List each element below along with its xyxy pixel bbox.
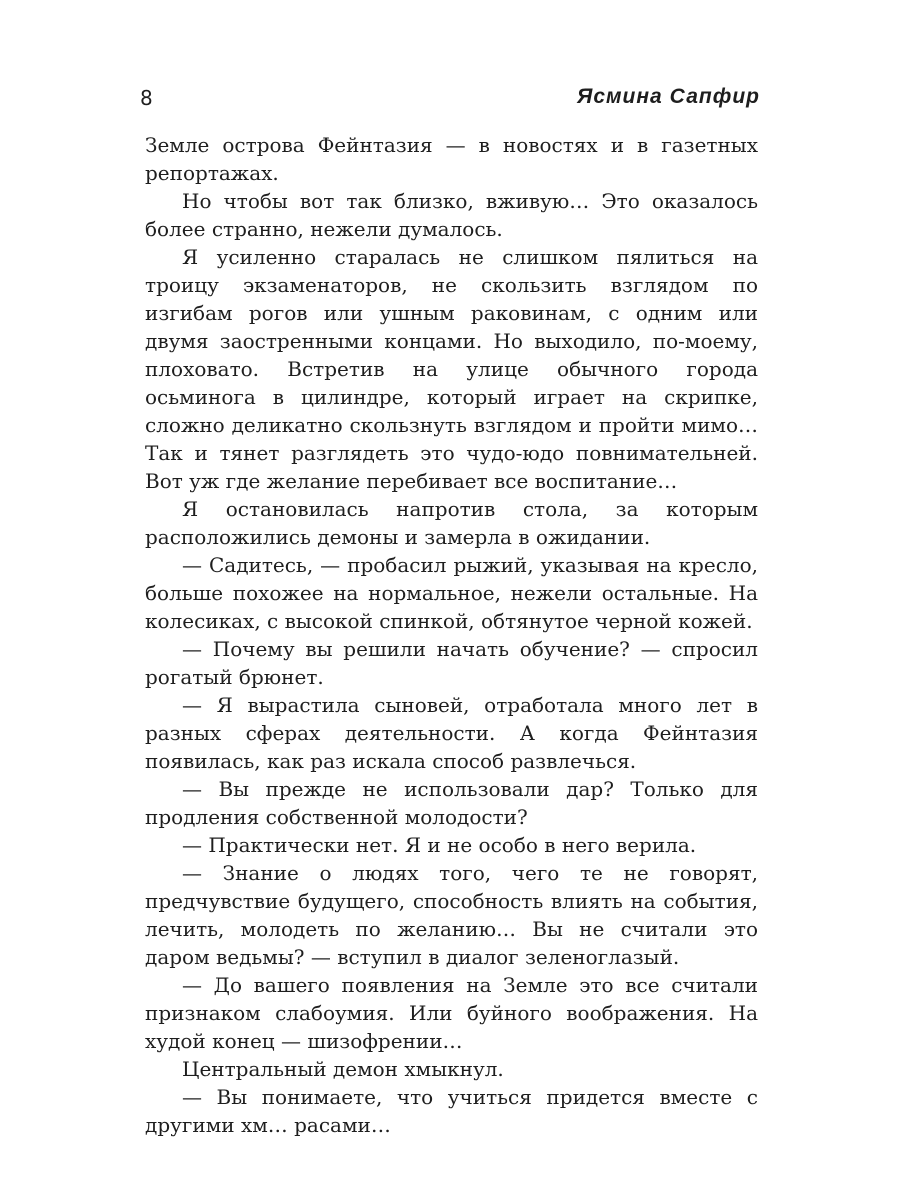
paragraph: — Знание о людях того, чего те не говорят, предчувствие будущего, способность влиять на события, лечить, молодеть по желанию… Вы не считали это даром ведьмы? — вступил в диалог зеленоглазый. [145, 861, 758, 969]
body-text [145, 131, 758, 1139]
running-head-author: Ясмина Сапфир [577, 85, 760, 108]
paragraph: — Я вырастила сыновей, отработала много лет в разных сферах деятельности. А когда Фейнтазия появилась, как раз искала способ развлечься. [145, 693, 758, 773]
paragraph: Я остановилась напротив стола, за которым расположились демоны и замерла в ожидании. [145, 497, 758, 549]
paragraph: Земле острова Фейнтазия — в новостях и в газетных репортажах. [145, 133, 758, 185]
paragraph: Я усиленно старалась не слишком пялиться на троицу экзаменаторов, не скользить взглядом по изгибам рогов или ушным раковинам, с одним или двумя заостренными концами. Но выходило, по-моему, плоховато. Встретив на улице обычного города осьминога в цилиндре, который играет на скрипке, сложно деликатно скользнуть взглядом и пройти мимо… Так и тянет разглядеть это чудо-юдо повнимательней. Вот уж где желание перебивает все воспитание… [145, 245, 758, 493]
paragraph: — Вы понимаете, что учиться придется вместе с другими хм… расами… [145, 1085, 758, 1137]
paragraph: Центральный демон хмыкнул. [182, 1057, 504, 1081]
paragraph: — Практически нет. Я и не особо в него верила. [182, 833, 697, 857]
paragraph: — Садитесь, — пробасил рыжий, указывая на кресло, больше похожее на нормальное, нежели остальные. На колесиках, с высокой спинкой, обтянутое черной кожей. [145, 553, 758, 633]
page-number: 8 [140, 86, 153, 110]
paragraph: Но чтобы вот так близко, вживую… Это оказалось более странно, нежели думалось. [145, 189, 758, 241]
paragraph: — Почему вы решили начать обучение? — спросил рогатый брюнет. [145, 637, 758, 689]
paragraph: — До вашего появления на Земле это все считали признаком слабоумия. Или буйного воображения. На худой конец — шизофрении… [145, 973, 758, 1053]
paragraph: — Вы прежде не использовали дар? Только для продления собственной молодости? [145, 777, 758, 829]
